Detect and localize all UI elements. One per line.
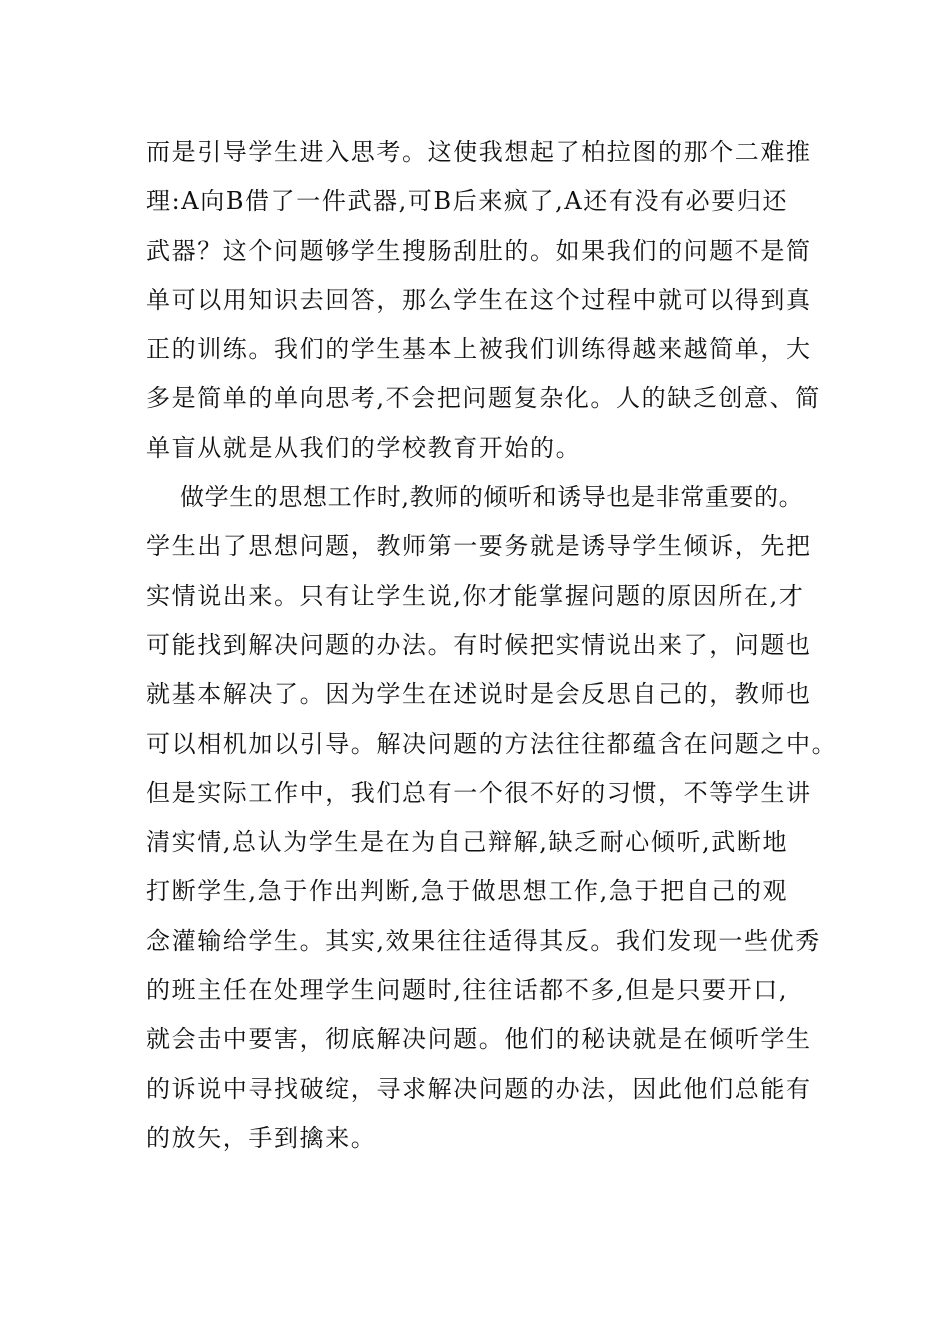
- text-line: 的班主任在处理学生问题时,往往话都不多,但是只要开口,: [146, 976, 789, 1005]
- text-line: 可以相机加以引导。解决问题的方法往往都蕴含在问题之中。: [146, 729, 838, 758]
- text-line: 实情说出来。只有让学生说,你才能掌握问题的原因所在,才: [146, 581, 805, 610]
- document-body: [146, 128, 838, 1163]
- text-line: 清实情,总认为学生是在为自己辩解,缺乏耐心倾听,武断地: [146, 828, 789, 857]
- text-line: 就基本解决了。因为学生在述说时是会反思自己的，教师也: [146, 680, 812, 709]
- text-line: 可能找到解决问题的办法。有时候把实情说出来了，问题也: [146, 630, 812, 659]
- text-line: 就会击中要害，彻底解决问题。他们的秘诀就是在倾听学生: [146, 1025, 812, 1054]
- text-line: 做学生的思想工作时,教师的倾听和诱导也是非常重要的。: [180, 483, 804, 512]
- text-line: 但是实际工作中，我们总有一个很不好的习惯，不等学生讲: [146, 778, 812, 807]
- paragraph-1: [146, 128, 822, 473]
- text-line: 的放矢，手到擒来。: [146, 1123, 377, 1152]
- text-line: 多是简单的单向思考,不会把问题复杂化。人的缺乏创意、简: [146, 384, 821, 413]
- text-line: 正的训练。我们的学生基本上被我们训练得越来越简单，大: [146, 335, 812, 364]
- text-line: 理:A向B借了一件武器,可B后来疯了,A还有没有必要归还: [146, 187, 789, 216]
- text-line: 单盲从就是从我们的学校教育开始的。: [146, 433, 582, 462]
- text-line: 学生出了思想问题，教师第一要务就是诱导学生倾诉，先把: [146, 532, 812, 561]
- text-line: 武器？这个问题够学生搜肠刮肚的。如果我们的问题不是简: [146, 236, 812, 265]
- text-line: 念灌输给学生。其实,效果往往适得其反。我们发现一些优秀: [146, 926, 821, 955]
- text-line: 打断学生,急于作出判断,急于做思想工作,急于把自己的观: [146, 877, 789, 906]
- text-line: 的诉说中寻找破绽，寻求解决问题的办法，因此他们总能有: [146, 1074, 812, 1103]
- text-line: 单可以用知识去回答，那么学生在这个过程中就可以得到真: [146, 285, 812, 314]
- paragraph-2: [146, 473, 838, 1163]
- text-line: 而是引导学生进入思考。这使我想起了柏拉图的那个二难推: [146, 138, 812, 166]
